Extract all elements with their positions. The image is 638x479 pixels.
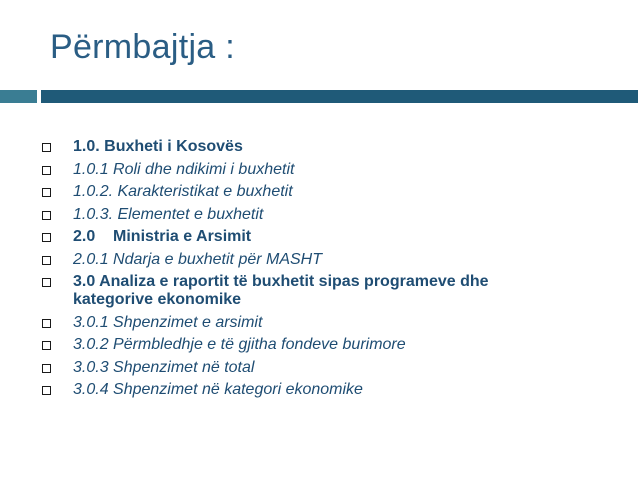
hollow-square-icon	[42, 278, 51, 287]
list-item	[42, 228, 632, 246]
list-item-text: 2.0.1 Ndarja e buxhetit për MASHT	[73, 250, 323, 268]
contents-list	[42, 138, 632, 404]
hollow-square-icon	[42, 143, 51, 152]
list-item-text: 3.0 Analiza e raportit të buxhetit sipas programeve dhe kategorive ekonomike	[73, 273, 489, 308]
hollow-square-icon	[42, 341, 51, 350]
hollow-square-icon	[42, 233, 51, 242]
list-item-text: 3.0.2 Përmbledhje e të gjitha fondeve burimore	[73, 336, 406, 353]
hollow-square-icon	[42, 364, 51, 373]
list-item-text: 2.0 Ministria e Arsimit	[73, 228, 252, 245]
list-item-text: 1.0. Buxheti i Kosovës	[73, 138, 243, 155]
list-item	[42, 161, 632, 179]
list-item	[42, 359, 632, 377]
list-item	[42, 251, 632, 269]
list-item-text: 3.0.1 Shpenzimet e arsimit	[73, 313, 263, 331]
hollow-square-icon	[42, 188, 51, 197]
hollow-square-icon	[42, 211, 51, 220]
hollow-square-icon	[42, 319, 51, 328]
slide-title: Përmbajtja :	[50, 28, 236, 66]
hollow-square-icon	[42, 386, 51, 395]
title-divider	[41, 90, 638, 103]
hollow-square-icon	[42, 166, 51, 175]
list-item-text: 1.0.2. Karakteristikat e buxhetit	[73, 183, 293, 200]
list-item	[42, 273, 632, 309]
list-item-text: 1.0.3. Elementet e buxhetit	[73, 205, 264, 223]
list-item-text: 1.0.1 Roli dhe ndikimi i buxhetit	[73, 160, 295, 178]
title-divider-accent	[0, 90, 37, 103]
list-item	[42, 138, 632, 156]
hollow-square-icon	[42, 256, 51, 265]
list-item	[42, 314, 632, 332]
list-item-text: 3.0.3 Shpenzimet në total	[73, 358, 255, 376]
list-item-text: 3.0.4 Shpenzimet në kategori ekonomike	[73, 381, 363, 398]
list-item	[42, 336, 632, 354]
list-item	[42, 206, 632, 224]
list-item	[42, 183, 632, 201]
list-item	[42, 381, 632, 399]
